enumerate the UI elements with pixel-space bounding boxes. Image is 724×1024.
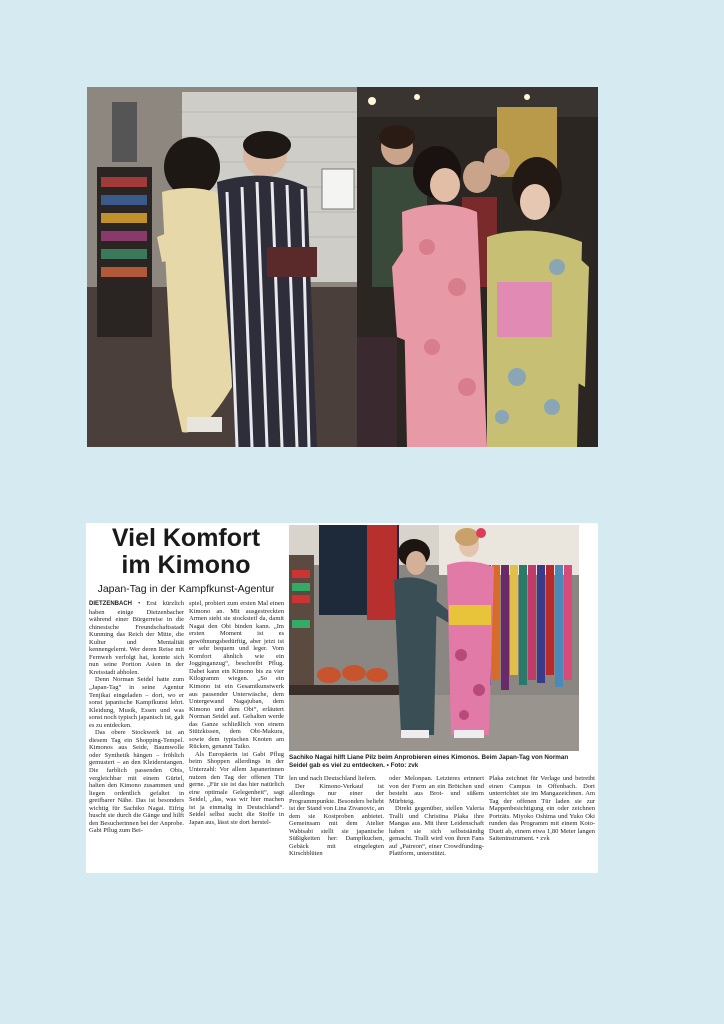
article-paragraph: oder Melonpan. Letzteres erinnert von der Form an ein Brötchen und besteht aus Brot- und süßem Mürbteig. (389, 775, 484, 805)
article-column-1 (89, 600, 184, 872)
photo-kimono-shop-fitting (289, 525, 579, 751)
dateline: DIETZENBACH (89, 601, 132, 607)
article-paragraph: DIETZENBACH • Erst kürzlich haben einige Dietzenbacher während einer Bürgerreise in die chinesische Freundschaftsstadt Kunming das Reich der Mitte, die Kultur und Mentalität kennengelernt. Wer deren Reise mit Fernweh verfolgt hat, konnte sich nun seine Portion Asien in der Kreisstadt abholen. (89, 600, 184, 676)
article-column-3 (289, 775, 384, 872)
newspaper-clipping (86, 523, 598, 873)
article-headline (86, 525, 286, 579)
article-paragraph: Als Europäerin ist Gabi Pflug beim Shoppen allerdings in der Unterzahl: Vor allem Japanerinnen nutzen den Tag der offenen Tür gerne. „Für sie ist das hier natürlich eine optimale Gelegenheit“, sagt Seidel, „das, was wir hier machen ist ja einmalig in Deutschland“. Seidel selbst sucht die Stoffe in Japan aus, lässt sie dort herstel- (189, 750, 284, 826)
article-paragraph: Denn Norman Seidel hatte zum „Japan-Tag“ in seine Agentur Tenjikai eingeladen – dort, wo er sonst japanische Kampfkunst lehrt. Kleidung, Musik, Essen und was sonst noch typisch japanisch ist, galt es zu entdecken. (89, 676, 184, 729)
photo-caption: Sachiko Nagai hilft Liane Pilz beim Anprobieren eines Kimonos. Beim Japan-Tag von Norman Seidel gab es viel zu entdecken. • Foto: zvk (289, 754, 569, 769)
photo-kimono-fitting-crowd (357, 87, 598, 447)
article-column-4 (389, 775, 484, 872)
article-column-2 (189, 600, 284, 872)
article-column-5 (489, 775, 595, 872)
article-paragraph: Plaka zeichnet für Verlage und betreibt einen Campus in Offenbach. Dort unterrichtet sie im Mangazeichnen. Am Tag der offenen Tür laden sie zur Mappenbesichtigung ein oder zeichnen Porträts. Miyoko Oshima und Yuko Oki runden das Programm mit einem Koto-Duett ab, einem etwa 1,80 Meter langen Saiteninstrument. • zvk (489, 775, 595, 843)
article-paragraph: Das obere Stockwerk ist an diesem Tag ein Shopping-Tempel. Kimonos aus Seide, Baumwolle oder Synthetik hängen – fröhlich gemustert – an den Kleiderstangen. Die farblich passenden Obis, vergleichbar mit einem Gürtel, halten den Kimono zusammen und liegen ordentlich gefaltet in greifbarer Nähe. Das ist besonders wichtig für Sachiko Nagai. Eifrig huscht sie durch die Gänge und hilft den Besucherinnen bei der Anprobe. Gabi Pflug zum Bei- (89, 729, 184, 835)
photo-kimono-fitting-shop (87, 87, 357, 447)
article-paragraph: Direkt gegenüber, stellen Valeria Tralli und Christina Plaka ihre Mangas aus. Mit ihrer Leidenschaft haben sie sich selbstständig gemacht. Tralli wird von ihren Fans auf „Patreon“, einer Crowdfunding-Plattform, unterstützt. (389, 805, 484, 858)
article-subheadline: Japan-Tag in der Kampfkunst-Agentur (97, 583, 275, 595)
article-paragraph: spiel, probiert zum ersten Mal einen Kimono an. Mit ausgestreckten Armen steht sie stocksteif da, damit Nagai den Obi binden kann. „Im ersten Moment ist es gewöhnungsbedürftig, aber jetzt ist er sehr bequem und leger. Vom Komfort ähnlich wie ein Jogginganzug“, beschreibt Pflug. Dabei kann ein Kimono bis zu vier Kilogramm wiegen. „So ein Kimono ist ein Gesamtkunstwerk aus passender Unterwäsche, dem Untergewand Nagajuban, dem Kimono und dem Obi“, erläutert Norman Seidel auf. Gehalten werde das Ganze schließlich von einem Stützkissen, dem Obi-Makura, sowie dem typischen Knoten am Rücken, genannt Taiko. (189, 600, 284, 751)
article-paragraph: len und nach Deutschland liefern. (289, 775, 377, 782)
headline-line-1: Viel Komfort (111, 524, 261, 552)
article-paragraph: Der Kimono-Verkauf ist allerdings nur einer der Programmpunkte. Besonders beliebt ist der Stand von Lina Zivanovic, an dem sie Kostproben anbietet. Gemeinsam mit dem Atelier Wabisabi stellt sie japanische Süßigkeiten her: Dampfkuchen, Gebäck mit eingelegten Kirschblüten (289, 782, 384, 858)
headline-line-2: im Kimono (121, 551, 251, 579)
